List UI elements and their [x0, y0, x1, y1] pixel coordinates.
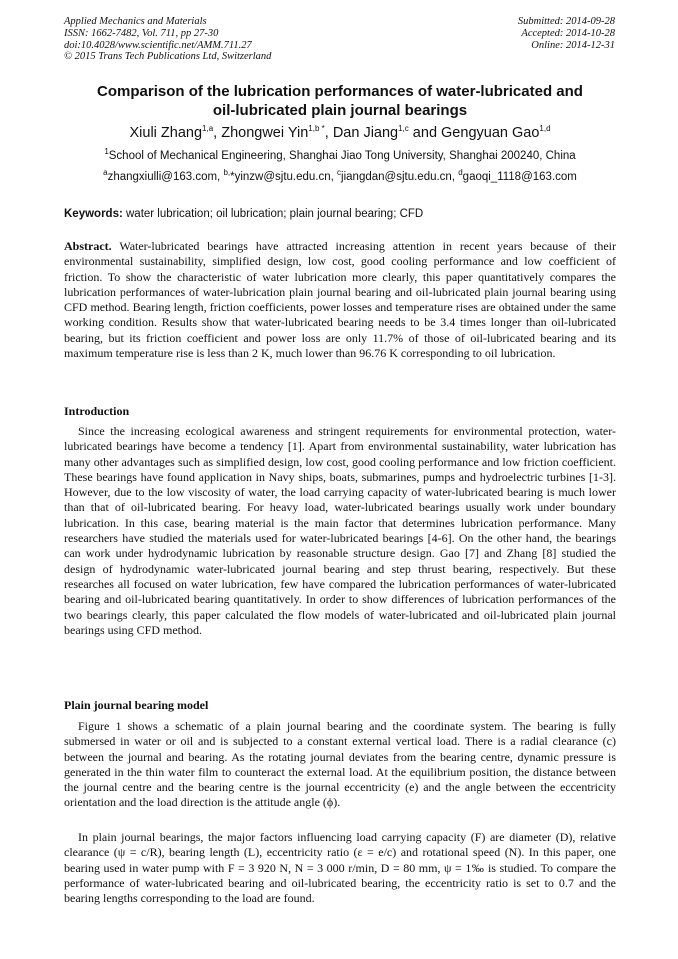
journal-name: Applied Mechanics and Materials	[64, 16, 207, 27]
keywords	[64, 207, 616, 221]
author-sup: 1,c	[398, 124, 409, 134]
affiliation-sup: 1	[104, 147, 109, 157]
affiliation-text: School of Mechanical Engineering, Shanghai Jiao Tong University, Shanghai 200240, China	[108, 150, 576, 162]
submitted-date: Submitted: 2014-09-28	[517, 16, 615, 27]
email-link[interactable]: zhangxiulli@163.com,	[107, 171, 224, 183]
section-heading-model: Plain journal bearing model	[64, 698, 209, 712]
author-sup: 1,d	[539, 124, 551, 134]
author-sup: 1,a	[202, 124, 214, 134]
introduction-paragraph: Since the increasing ecological awareness and stringent requirements for environmental protection, water-lubricated bearings have become a tendency [1]. Apart from environmental sustainability, water lubrication has many other advantages such as simplified design, low cost, good cooling performance and low friction coefficient. These bearings have found application in Navy ships, boats, submarines, pumps and hydroelectric turbines [1-3]. However, due to the low viscosity of water, the load carrying capacity of water-lubricated bearing is much lower than that of oil-lubricated bearing. For heavy load, water-lubricated bearings usually work under boundary lubrication. In this case, bearing material is the main factor that determines lubrication performance. Many researchers have studied the materials used for water-lubricated bearings [4-6]. On the other hand, the bearings can work under hydrodynamic lubrication by reasonable structure design. Gao [7] and Zhang [8] studied the design of hydrodynamic water-lubricated journal bearing and step thrust bearing, respectively. But these researches all focused on water lubrication, few have compared the lubrication performances of water-lubricated bearing and oil-lubricated bearing quantitatively. In order to show differences of lubrication performances of the two bearings clearly, this paper calculated the flow models of water-lubricated and oil-lubricated plain journal bearings using CFD method.	[64, 424, 616, 637]
email-link[interactable]: *yinzw@sjtu.edu.cn,	[230, 171, 338, 183]
paper-title-line1: Comparison of the lubrication performances of water-lubricated and	[97, 83, 583, 100]
email-sup: a	[103, 168, 108, 178]
author-name: Dan Jiang	[332, 125, 399, 141]
email-link[interactable]: jiangdan@sjtu.edu.cn,	[341, 171, 459, 183]
model-paragraph-1: Figure 1 shows a schematic of a plain journal bearing and the coordinate system. The bearing is fully submersed in water or oil and is subjected to a constant external vertical load. There is a radial clearance (c) between the journal and bearing. As the rotating journal deviates from the bearing centre, dynamic pressure is generated in the thin water film to counteract the external load. At the equilibrium position, the distance between the journal centre and the bearing centre is the journal eccentricity (e) and the angle between the eccentricity orientation and the load direction is the attitude angle (ϕ).	[64, 719, 616, 810]
author-name: Gengyuan Gao	[441, 125, 540, 141]
author-name: Zhongwei Yin	[221, 125, 309, 141]
journal-header-left	[64, 16, 271, 63]
abstract-label: Abstract.	[64, 239, 112, 253]
model-paragraph-2: In plain journal bearings, the major factors influencing load carrying capacity (F) are diameter (D), relative clearance (ψ = c/R), bearing length (L), eccentricity ratio (ε = e/c) and rotational speed (N). In this paper, one bearing used in water pump with F = 3 920 N, N = 3 000 r/min, D = 80 mm, ψ = 1‰ is studied. To compare the performance of water-lubricated bearing and oil-lubricated bearing, the eccentricity ratio is set to 0.7 and the bearing lengths corresponding to the load are found.	[64, 830, 616, 906]
abstract	[64, 239, 616, 361]
keywords-text: water lubrication; oil lubrication; plain journal bearing; CFD	[122, 208, 424, 220]
email-list	[64, 170, 616, 184]
journal-issn: ISSN: 1662-7482, Vol. 711, pp 27-30	[64, 27, 219, 39]
journal-copyright: © 2015 Trans Tech Publications Ltd, Switzerland	[64, 51, 272, 63]
author-list: Xiuli Zhang$^{1,a}$, Zhongwei Yin$^{1,b *}$, Dan Jiang$^{1,c}$ and Gengyuan Gao$^{1,d}$	[129, 124, 551, 141]
email-sup: b,	[223, 168, 231, 178]
paper-title	[64, 82, 616, 120]
online-date: Online: 2014-12-31	[531, 39, 615, 51]
journal-header-right	[518, 16, 615, 51]
email-sup: c	[337, 168, 342, 178]
email-link[interactable]: gaoqi_1118@163.com	[462, 171, 577, 183]
author-sup: 1,b *	[308, 124, 325, 134]
author-name: Xiuli Zhang	[129, 125, 203, 141]
affiliation	[64, 149, 616, 163]
accepted-date: Accepted: 2014-10-28	[521, 27, 615, 39]
paper-title-line2: oil-lubricated plain journal bearings	[212, 102, 468, 119]
abstract-text: Water-lubricated bearings have attracted increasing attention in recent years because of their environmental sustainability, simplified design, low cost, good cooling performance and low coefficient of friction. To show the characteristic of water lubrication more clearly, this paper quantitatively compares the lubrication performances of water-lubrication plain journal bearing and oil-lubricated plain journal bearing using CFD method. Bearing length, friction coefficients, power losses and temperature rises are obtained under the same working condition. Results show that water-lubricated bearing needs to be 3.4 times longer than oil-lubricated bearing, but its friction coefficient and power loss are only 11.7% of those of oil-lubricated bearing and its maximum temperature rise is less than 2 K, much lower than 96.76 K corresponding to oil lubrication.	[64, 239, 616, 361]
section-heading-introduction: Introduction	[64, 404, 130, 418]
keywords-label: Keywords:	[64, 208, 123, 220]
email-sup: d	[458, 168, 463, 178]
journal-doi: doi:10.4028/www.scientific.net/AMM.711.27	[64, 39, 252, 51]
